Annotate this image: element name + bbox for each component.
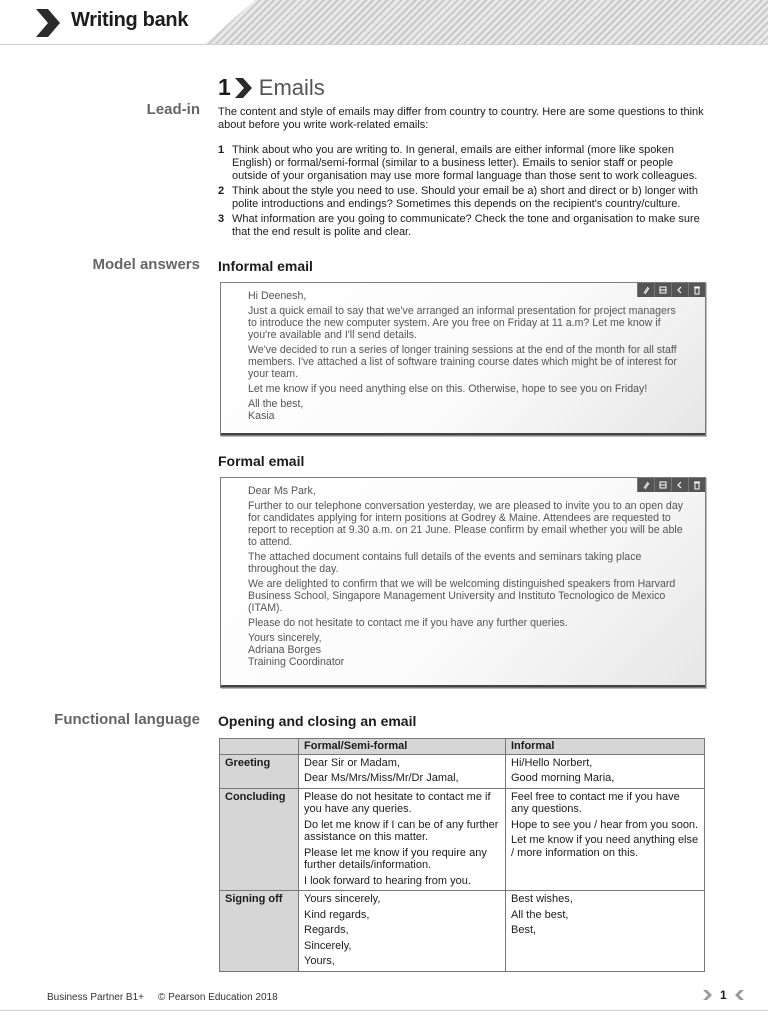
chevron-left-icon bbox=[733, 989, 745, 1001]
phrase: Dear Sir or Madam, bbox=[304, 756, 400, 769]
informal-email-box bbox=[220, 282, 706, 436]
side-label-functional-language: Functional language bbox=[54, 711, 200, 728]
question-number: 2 bbox=[218, 185, 225, 197]
row-label: Greeting bbox=[220, 754, 299, 788]
delete-icon[interactable] bbox=[688, 283, 705, 297]
phrase: Do let me know if I can be of any further assistance on this matter. bbox=[304, 818, 499, 843]
email-signoff: All the best, Kasia bbox=[248, 398, 304, 422]
formal-email-box bbox=[220, 477, 706, 688]
phrase: All the best, bbox=[511, 908, 569, 921]
row-label: Signing off bbox=[220, 891, 299, 972]
question-number: 3 bbox=[218, 213, 225, 225]
phrase: Sincerely, bbox=[304, 939, 352, 952]
phrase: Kind regards, bbox=[304, 908, 370, 921]
section-title: Writing bank bbox=[71, 9, 189, 31]
formal-email-body bbox=[248, 485, 683, 671]
table-header-row bbox=[220, 739, 705, 755]
email-paragraph: We are delighted to confirm that we will be welcoming distinguished speakers from Harvard Business School, Singapore Management University and Instituto Tecnologico de Mexico (ITAM). bbox=[248, 578, 676, 614]
phrase: Good morning Maria, bbox=[511, 772, 615, 784]
table-row bbox=[220, 754, 705, 788]
header-divider bbox=[0, 44, 768, 45]
list-item bbox=[218, 185, 708, 211]
list-item bbox=[218, 213, 708, 239]
phrase: I look forward to hearing from you. bbox=[304, 874, 471, 887]
unit-title: Emails bbox=[258, 74, 325, 100]
question-text: Think about the style you need to use. Should your email be a) short and direct or b) longer with polite introductions and endings? Sometimes this depends on the recipient's country/culture. bbox=[232, 185, 698, 210]
email-bottom-bar bbox=[221, 433, 705, 435]
phrase: Please do not hesitate to contact me if you have any queries. bbox=[304, 790, 491, 815]
phrase: Hi/Hello Norbert, bbox=[511, 756, 593, 769]
phrase: Yours sincerely, bbox=[304, 893, 381, 905]
table-cell bbox=[506, 891, 705, 972]
side-label-lead-in: Lead-in bbox=[146, 101, 200, 118]
list-item bbox=[218, 144, 708, 183]
email-paragraph: We've decided to run a series of longer training sessions at the end of the month for all staff members. I've attached a list of software training course dates which might be of interest for your team. bbox=[248, 344, 677, 380]
question-text: Think about who you are writing to. In general, emails are either informal (more like spoken English) or formal/semi-formal (similar to a business letter). Emails to senior staff or people outside of your organisation may use more formal language than those sent to work colleagues. bbox=[232, 144, 698, 182]
page-number: 1 bbox=[720, 988, 727, 1002]
row-label: Concluding bbox=[220, 788, 299, 891]
chevron-right-icon bbox=[233, 77, 253, 99]
table-row bbox=[220, 788, 705, 891]
phrase: Yours, bbox=[304, 955, 335, 967]
book-title: Business Partner B1+ bbox=[47, 992, 144, 1003]
page-header bbox=[0, 0, 768, 44]
unit-heading bbox=[218, 74, 325, 101]
informal-email-body bbox=[248, 290, 683, 425]
phrase: Best wishes, bbox=[511, 893, 573, 905]
email-bottom-bar bbox=[221, 685, 705, 687]
phrase: Let me know if you need anything else / more information on this. bbox=[511, 834, 699, 859]
table-header-cell bbox=[220, 739, 299, 755]
functional-language-heading: Opening and closing an email bbox=[218, 713, 417, 729]
functional-language-table bbox=[219, 738, 705, 972]
email-paragraph: Further to our telephone conversation yesterday, we are pleased to invite you to an open day for candidates applying for intern positions at Godrey & Maine. Attendees are requested to report to reception at 9.30 a.m. on 21 June. Please confirm by email whether you will be able to attend. bbox=[248, 500, 684, 548]
email-signoff: Yours sincerely, Adriana Borges Training Coordinator bbox=[248, 632, 345, 668]
formal-email-heading: Formal email bbox=[218, 453, 305, 469]
lead-in-intro: The content and style of emails may differ from country to country. Here are some questions to think about before you write work-related emails: bbox=[218, 106, 704, 131]
lead-in-questions bbox=[218, 144, 708, 241]
table-cell bbox=[299, 788, 506, 891]
header-stripe-pattern bbox=[195, 0, 768, 44]
phrase: Regards, bbox=[304, 924, 349, 936]
phrase: Please let me know if you require any further details/information. bbox=[304, 846, 487, 871]
table-cell bbox=[506, 788, 705, 891]
email-paragraph: The attached document contains full details of the events and seminars taking place throughout the day. bbox=[248, 551, 642, 575]
footer-divider bbox=[0, 1010, 768, 1011]
table-cell bbox=[299, 891, 506, 972]
side-label-model-answers: Model answers bbox=[92, 256, 200, 273]
phrase: Feel free to contact me if you have any questions. bbox=[511, 790, 680, 815]
unit-number: 1 bbox=[218, 74, 231, 100]
copyright: © Pearson Education 2018 bbox=[158, 992, 278, 1003]
email-paragraph: Dear Ms Park, bbox=[248, 485, 316, 497]
phrase: Hope to see you / hear from you soon. bbox=[511, 818, 699, 831]
phrase: Dear Ms/Mrs/Miss/Mr/Dr Jamal, bbox=[304, 772, 459, 784]
page-footer bbox=[47, 992, 278, 1003]
delete-icon[interactable] bbox=[688, 478, 705, 492]
question-number: 1 bbox=[218, 144, 225, 156]
table-cell bbox=[299, 754, 506, 788]
chevron-right-icon bbox=[702, 989, 714, 1001]
email-paragraph: Let me know if you need anything else on this. Otherwise, hope to see you on Friday! bbox=[248, 383, 648, 395]
chevron-right-icon bbox=[30, 6, 64, 40]
informal-email-heading: Informal email bbox=[218, 258, 313, 274]
email-paragraph: Hi Deenesh, bbox=[248, 290, 307, 302]
table-header-cell: Informal bbox=[506, 739, 705, 755]
question-text: What information are you going to communicate? Check the tone and organisation to make sure that the end result is polite and clear. bbox=[232, 213, 700, 238]
table-cell bbox=[506, 754, 705, 788]
email-paragraph: Please do not hesitate to contact me if you have any further queries. bbox=[248, 617, 568, 629]
page-number-group bbox=[702, 988, 745, 1002]
email-paragraph: Just a quick email to say that we've arranged an informal presentation for project managers to introduce the new computer system. Are you free on Friday at 11 a.m? Let me know if you're available and I'll send details. bbox=[248, 305, 676, 341]
table-header-cell: Formal/Semi-formal bbox=[299, 739, 506, 755]
table-row bbox=[220, 891, 705, 972]
phrase: Best, bbox=[511, 924, 537, 936]
